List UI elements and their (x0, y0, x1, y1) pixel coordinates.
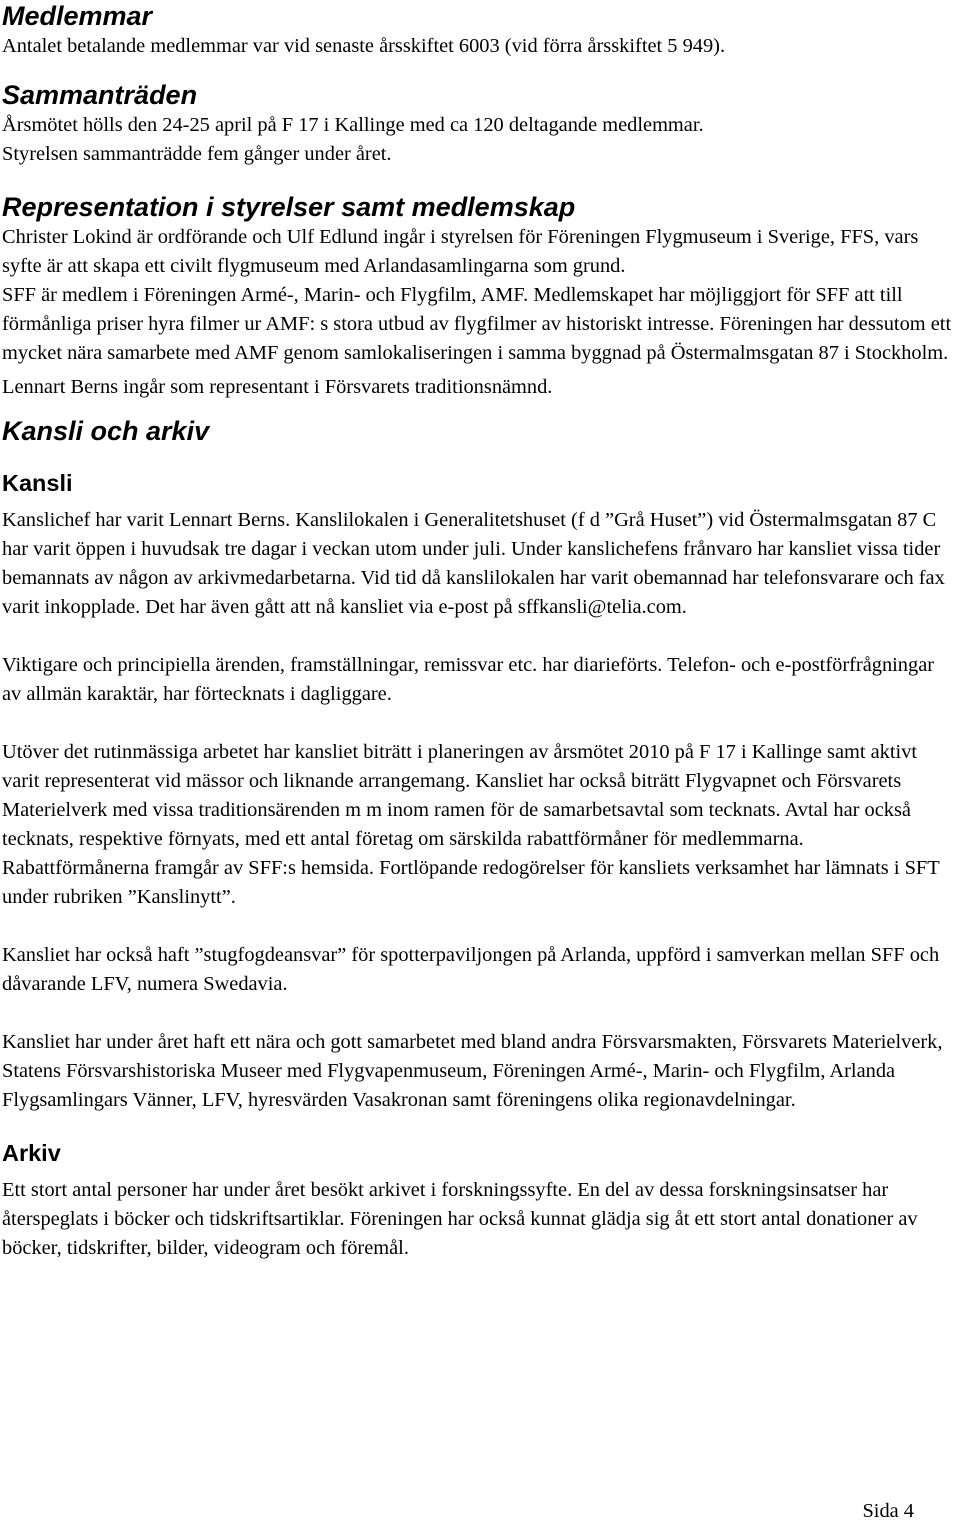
paragraph-rutinarbete: Utöver det rutinmässiga arbetet har kansliet biträtt i planeringen av årsmötet 2010 på F 17 i Kallinge samt aktivt varit representerat vid mässor och liknande arrangemang. Kansliet har också biträtt Flygvapnet och Försvarets Materielverk med vissa traditionsärenden m m inom ramen för de samarbetsavtal som tecknats. Avtal har också tecknats, respektive förnyats, med ett antal företag om särskilda rabattförmåner för medlemmarna. Rabattförmånerna framgår av SFF:s hemsida. Fortlöpande redogörelser för kansliets verksamhet har lämnats i SFT under rubriken ”Kanslinytt”. (2, 741, 940, 908)
paragraph-arkiv: Ett stort antal personer har under året besökt arkivet i forskningssyfte. En del av dessa forskningsinsatser har återspeglats i böcker och tidskriftsartiklar. Föreningen har också kunnat glädja sig åt ett stort antal donationer av böcker, tidskrifter, bilder, videogram och föremål. (2, 1179, 918, 1259)
paragraph-stugfogde: Kansliet har också haft ”stugfogdeansvar” för spotterpaviljongen på Arlanda, uppförd i samverkan mellan SFF och dåvarande LFV, numera Swedavia. (2, 944, 940, 995)
paragraph-styrelsen: Styrelsen sammanträdde fem gånger under året. (2, 143, 392, 165)
paragraph-arsmotet: Årsmötet hölls den 24-25 april på F 17 i Kallinge med ca 120 deltagande medlemmar. (2, 114, 704, 136)
paragraph-amf: SFF är medlem i Föreningen Armé-, Marin- och Flygfilm, AMF. Medlemskapet har möjliggjort för SFF att till förmånliga priser hyra filmer ur AMF: s stora utbud av flygfilmer av historiskt intresse. Föreningen har dessutom ett mycket nära samarbete med AMF genom samlokaliseringen i samma byggnad på Östermalmsgatan 87 i Stockholm. (2, 284, 952, 364)
paragraph-arenden: Viktigare och principiella ärenden, framställningar, remissvar etc. har diarieförts. Telefon- och e-postförfrågningar av allmän karaktär, har förtecknats i dagliggare. (2, 654, 935, 705)
paragraph-samarbete: Kansliet har under året haft ett nära och gott samarbetet med bland andra Försvarsmakten, Försvarets Materielverk, Statens Försvarshistoriska Museer med Flygvapenmuseum, Föreningen Armé-, Marin- och Flygfilm, Arlanda Flygsamlingars Vänner, LFV, hyresvärden Vasakronan samt föreningens olika regionavdelningar. (2, 1031, 943, 1111)
heading-kansli: Kansli (2, 470, 73, 496)
heading-sammantraden: Sammanträden (2, 80, 198, 110)
heading-kansli-och-arkiv: Kansli och arkiv (2, 416, 210, 446)
page-number: Sida 4 (862, 1500, 914, 1522)
heading-medlemmar: Medlemmar (2, 1, 153, 31)
paragraph-medlemmar: Antalet betalande medlemmar var vid senaste årsskiftet 6003 (vid förra årsskiftet 5 949). (2, 35, 726, 57)
heading-representation: Representation i styrelser samt medlemskap (2, 192, 576, 222)
paragraph-kanslichef: Kanslichef har varit Lennart Berns. Kanslilokalen i Generalitetshuset (f d ”Grå Huset”) vid Östermalmsgatan 87 C har varit öppen i huvudsak tre dagar i veckan utom under juli. Under kanslichefens frånvaro har kansliet vissa tider bemannats av någon av arkivmedarbetarna. Vid tid då kanslilokalen har varit obemannad har telefonsvarare och fax varit inkopplade. Det har även gått att nå kansliet via e-post på sffkansli@telia.com. (2, 509, 945, 618)
heading-arkiv: Arkiv (2, 1140, 61, 1166)
document-page (2, 0, 954, 1263)
paragraph-ffs: Christer Lokind är ordförande och Ulf Edlund ingår i styrelsen för Föreningen Flygmuseum i Sverige, FFS, vars syfte är att skapa ett civilt flygmuseum med Arlandasamlingarna som grund. (2, 226, 919, 277)
paragraph-traditionsnamnd: Lennart Berns ingår som representant i Försvarets traditionsnämnd. (2, 376, 553, 398)
